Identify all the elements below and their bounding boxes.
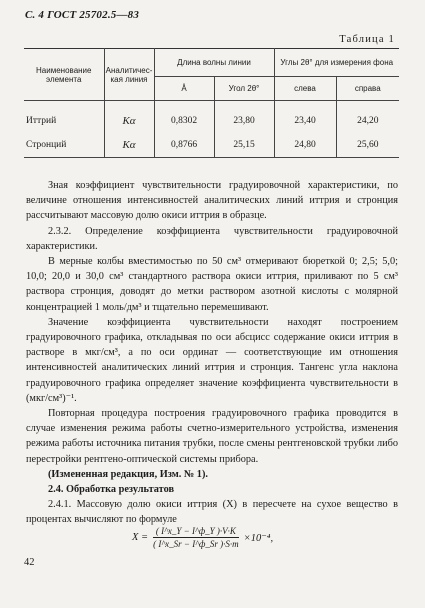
cell-name: Иттрий xyxy=(26,116,57,126)
cell-angle: 23,80 xyxy=(214,101,274,134)
page-number: 42 xyxy=(24,557,35,568)
paragraph: 2.4.1. Массовую долю окиси иттрия (X) в пересчете на сухое вещество в процентах вычисляют по формуле xyxy=(26,499,398,526)
paragraph: В мерные колбы вместимостью по 50 см³ отмеривают бюреткой 0; 2,5; 5,0; 10,0; 20,0 и 30,0 см³ стандартного раствора окиси иттрия, приливают по 5 см³ раствора стронция, доводят до метки раствором азотной кислоты с молярной концентрацией 1 моль/дм³ и тщательно перемешивают. xyxy=(26,256,398,313)
paragraph: Зная коэффициент чувствительности градуировочной характеристики, по величине отношения интенсивностей аналитических линий иттрия и стронция рассчитывают массовую долю окиси иттрия в образце. xyxy=(26,180,398,222)
cell-line: Kα xyxy=(104,133,154,158)
paragraph: 2.3.2. Определение коэффициента чувствительности градуировочной характеристики. xyxy=(26,225,398,252)
cell-line: Kα xyxy=(104,101,154,134)
header-right: справа xyxy=(336,77,399,101)
table-row xyxy=(24,101,399,134)
formula-denominator: ( I^x_Sr − I^ф_Sr )·S·m xyxy=(153,539,239,549)
body-text xyxy=(26,178,398,528)
formula-tail: ×10⁻⁴, xyxy=(243,532,274,544)
section-heading: 2.4. Обработка результатов xyxy=(48,484,175,496)
paragraph: (Измененная редакция, Изм. № 1). xyxy=(48,468,208,480)
header-left: слева xyxy=(274,77,336,101)
formula-lhs: X = xyxy=(132,532,149,543)
formula-fraction xyxy=(150,526,242,549)
header-element: Наименование элемента xyxy=(24,49,104,101)
cell-name: Стронций xyxy=(26,140,67,150)
data-table xyxy=(24,48,399,158)
header-angstrom: Å xyxy=(154,77,214,101)
header-wavelength: Длина волны линии xyxy=(154,49,274,77)
formula xyxy=(132,526,273,549)
table-title: Таблица 1 xyxy=(339,34,395,45)
page-header: С. 4 ГОСТ 25702.5—83 xyxy=(25,9,140,21)
formula-numerator: ( I^x_Y − I^ф_Y )·V·K xyxy=(153,526,239,538)
table-row xyxy=(24,133,399,158)
cell-right: 25,60 xyxy=(336,133,399,158)
cell-right: 24,20 xyxy=(336,101,399,134)
header-analytic-line: Аналитичес-кая линия xyxy=(104,49,154,101)
cell-angle: 25,15 xyxy=(214,133,274,158)
header-angle: Угол 2θ° xyxy=(214,77,274,101)
cell-left: 23,40 xyxy=(274,101,336,134)
header-angles: Углы 2θ° для измерения фона xyxy=(274,49,399,77)
cell-wavelength: 0,8766 xyxy=(154,133,214,158)
cell-wavelength: 0,8302 xyxy=(154,101,214,134)
paragraph: Значение коэффициента чувствительности находят построением градуировочного графика, откладывая по оси абсцисс содержание окиси иттрия в растворе в мкг/см³, а по оси ординат — соответствующие им отношения интенсивностей аналитических линий иттрия и стронция. Тангенс угла наклона градуировочного графика определяет значение коэффициента чувствительности в (мкг/см³)⁻¹. xyxy=(26,316,398,404)
paragraph: Повторная процедура построения градуировочного графика проводится в случае изменения режима работы счетно-измерительного устройства, изменения режима работы источника питания трубки, после смены рентгеновской трубки либо перестройки рентгено-оптической системы прибора. xyxy=(26,408,398,465)
cell-left: 24,80 xyxy=(274,133,336,158)
